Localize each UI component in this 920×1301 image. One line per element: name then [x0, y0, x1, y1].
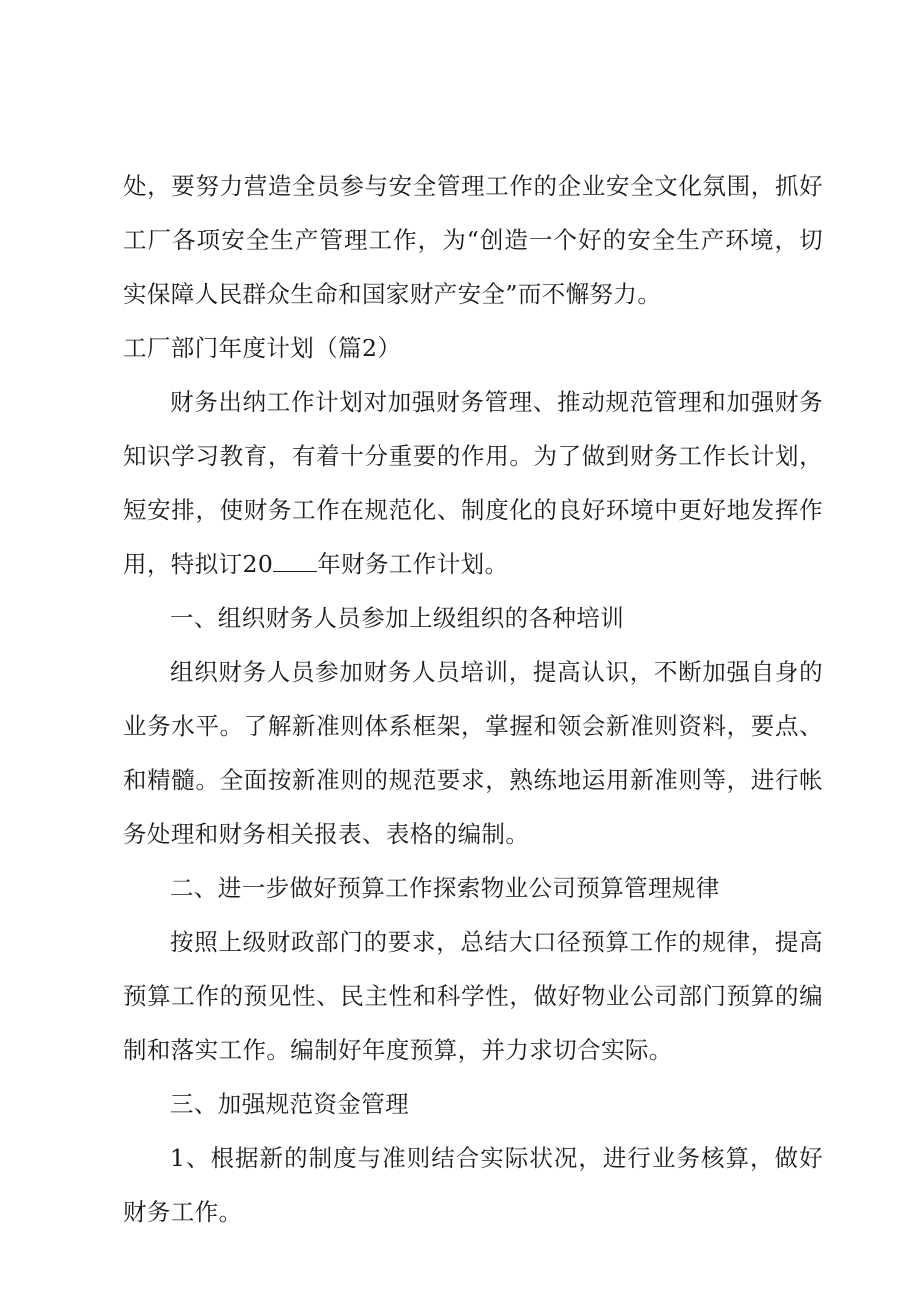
- paragraph-funds-1: 1、根据新的制度与准则结合实际状况，进行业务核算，做好财务工作。: [123, 1144, 823, 1226]
- paragraph-training: 组织财务人员参加财务人员培训，提高认识，不断加强自身的业务水平。了解新准则体系框架，掌握和领会新准则资料，要点、和精髓。全面按新准则的规范要求，熟练地运用新准则等，进行帐务处理和财务相关报表、表格的编制。: [123, 658, 823, 848]
- heading-item-2: 二、进一步做好预算工作探索物业公司预算管理规律: [170, 874, 720, 902]
- year-blank-underline: [273, 553, 317, 572]
- paragraph-finance-intro-tail: 年财务工作计划。: [317, 550, 509, 578]
- heading-item-1: 一、组织财务人员参加上级组织的各种培训: [170, 604, 625, 632]
- paragraph-finance-intro: [123, 375, 823, 591]
- paragraph-budget: 按照上级财政部门的要求，总结大口径预算工作的规律，提高预算工作的预见性、民主性和科学性，做好物业公司部门预算的编制和落实工作。编制好年度预算，并力求切合实际。: [123, 928, 823, 1064]
- paragraph-safety-closing: 处，要努力营造全员参与安全管理工作的企业安全文化氛围，抓好工厂各项安全生产管理工作，为“创造一个好的安全生产环境，切实保障人民群众生命和国家财产安全”而不懈努力。: [123, 172, 823, 308]
- section-heading-part-2: 工厂部门年度计划（篇2）: [123, 334, 402, 362]
- heading-item-3: 三、加强规范资金管理: [170, 1090, 409, 1118]
- document-page: [123, 159, 823, 1239]
- paragraph-finance-intro-text: 财务出纳工作计划对加强财务管理、推动规范管理和加强财务知识学习教育，有着十分重要的作用。为了做到财务工作长计划，短安排，使财务工作在规范化、制度化的良好环境中更好地发挥作用，特拟订20: [123, 388, 823, 578]
